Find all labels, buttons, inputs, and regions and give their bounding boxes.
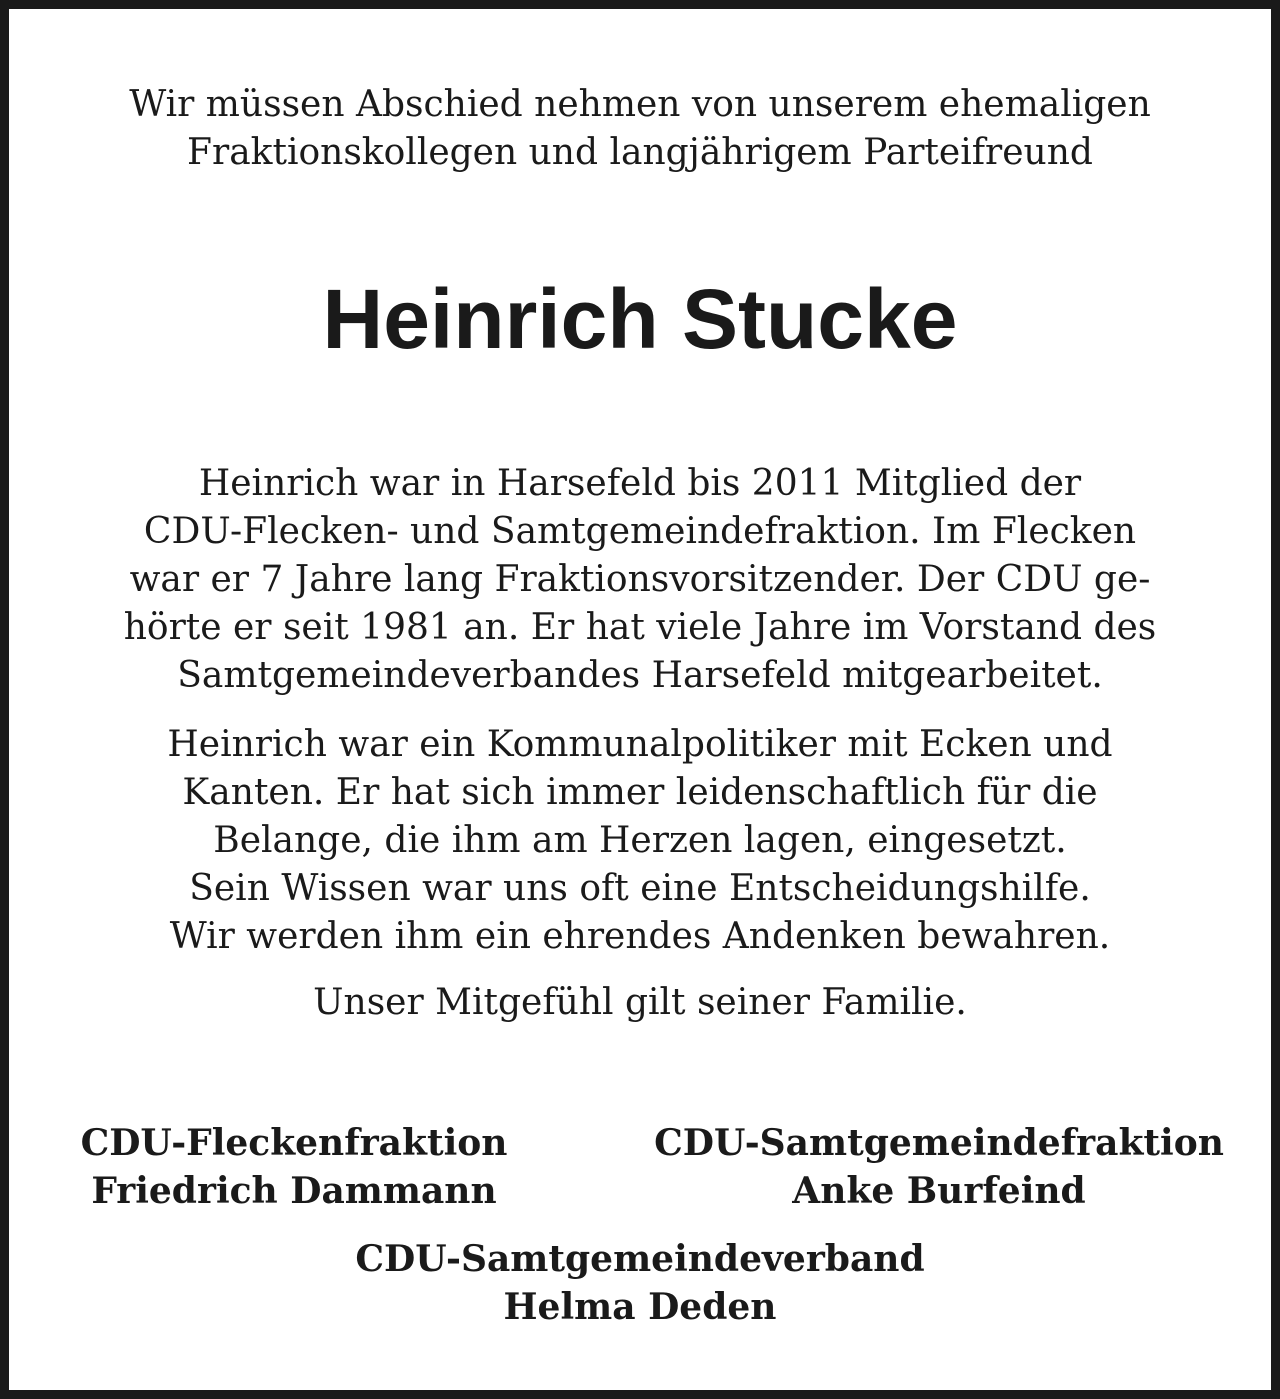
- signature-organization: CDU-Samtgemeindeverband: [355, 1238, 925, 1280]
- paragraph-biography: [9, 460, 1271, 700]
- paragraph-line: Samtgemeindeverbandes Harsefeld mitgearbeitet.: [177, 655, 1103, 696]
- signature-organization: CDU-Samtgemeindefraktion: [654, 1122, 1224, 1164]
- deceased-name: Heinrich Stucke: [322, 272, 958, 366]
- signature-person: Anke Burfeind: [792, 1170, 1086, 1212]
- paragraph-line: Kanten. Er hat sich immer leidenschaftlich für die: [182, 772, 1098, 813]
- intro-line: Wir müssen Abschied nehmen von unserem ehemaligen: [129, 84, 1151, 125]
- paragraph-line: CDU-Flecken- und Samtgemeindefraktion. Im Flecken: [143, 511, 1137, 552]
- paragraph-line: hörte er seit 1981 an. Er hat viele Jahre im Vorstand des: [123, 607, 1157, 648]
- paragraph-condolence: [9, 979, 1271, 1027]
- paragraph-line: Belange, die ihm am Herzen lagen, eingesetzt.: [213, 820, 1067, 861]
- intro-line: Fraktionskollegen und langjährigem Parteifreund: [187, 132, 1093, 173]
- signature-samtgemeindeverband: [9, 1235, 1271, 1331]
- signature-person: Friedrich Dammann: [91, 1170, 497, 1212]
- paragraph-tribute: [9, 721, 1271, 961]
- signature-fleckenfraktion: [49, 1119, 539, 1215]
- paragraph-line: Wir werden ihm ein ehrendes Andenken bewahren.: [169, 916, 1111, 957]
- signature-samtgemeindefraktion: [629, 1119, 1249, 1215]
- paragraph-line: Unser Mitgefühl gilt seiner Familie.: [313, 982, 967, 1023]
- paragraph-line: Heinrich war ein Kommunalpolitiker mit Ecken und: [167, 724, 1113, 765]
- paragraph-line: Heinrich war in Harsefeld bis 2011 Mitglied der: [198, 463, 1082, 504]
- paragraph-line: war er 7 Jahre lang Fraktionsvorsitzender. Der CDU ge-: [129, 559, 1151, 600]
- paragraph-line: Sein Wissen war uns oft eine Entscheidungshilfe.: [189, 868, 1091, 909]
- signature-person: Helma Deden: [503, 1286, 777, 1328]
- intro-text: [9, 81, 1271, 177]
- signature-organization: CDU-Fleckenfraktion: [80, 1122, 508, 1164]
